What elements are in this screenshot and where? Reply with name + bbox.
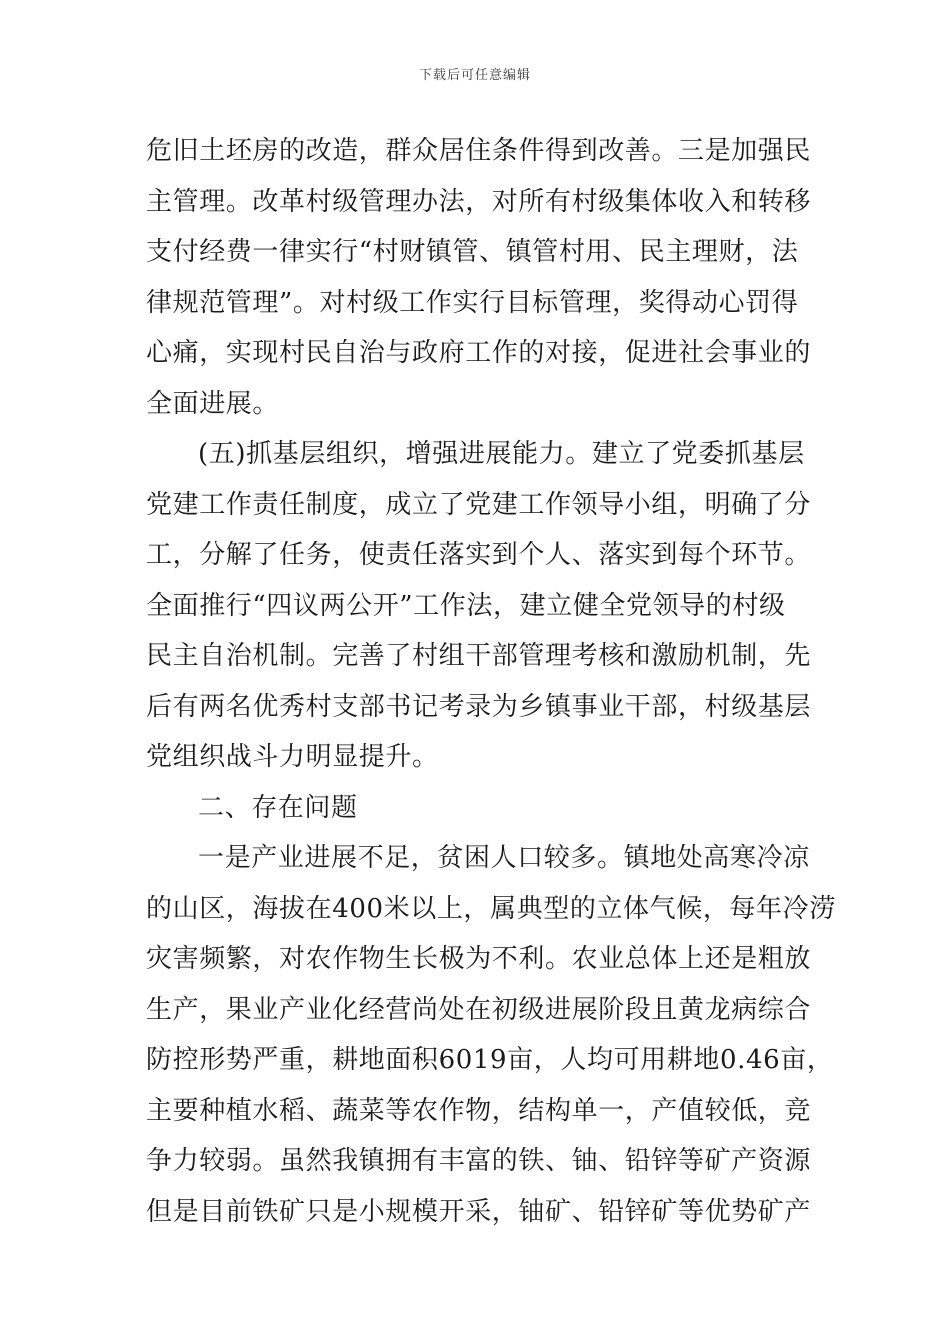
text-line-9: 工，分解了任务，使责任落实到个人、落实到每个环节。 (146, 540, 812, 570)
text-line-8: 党建工作责任制度，成立了党建工作领导小组，明确了分 (146, 489, 812, 520)
text-line-16: 的山区，海拔在400米以上，属典型的立体气候，每年冷涝 (146, 893, 836, 924)
text-line-3: 支付经费一律实行“村财镇管、镇管村用、民主理财，法 (146, 237, 799, 267)
text-line-19: 防控形势严重，耕地面积6019亩，人均可用耕地0.46亩， (146, 1045, 834, 1075)
text-line-5: 心痛，实现村民自治与政府工作的对接，促进社会事业的 (146, 338, 812, 368)
section-heading-problems: 二、存在问题 (198, 792, 358, 823)
page-header-note: 下载后可任意编辑 (418, 68, 531, 83)
text-line-18: 生产，果业产业化经营尚处在初级进展阶段且黄龙病综合 (146, 994, 812, 1025)
text-line-20: 主要种植水稻、蔬菜等农作物，结构单一，产值较低，竞 (146, 1095, 812, 1126)
text-line-11: 民主自治机制。完善了村组干部管理考核和激励机制，先 (146, 641, 812, 671)
text-line-13: 党组织战斗力明显提升。 (146, 742, 439, 772)
text-line-21: 争力较弱。虽然我镇拥有丰富的铁、铀、铅锌等矿产资源 (146, 1146, 812, 1176)
text-line-4: 律规范管理”。对村级工作实行目标管理，奖得动心罚得 (146, 287, 799, 318)
text-line-17: 灾害频繁，对农作物生长极为不利。农业总体上还是粗放 (146, 944, 812, 974)
text-line-1: 危旧土坯房的改造，群众居住条件得到改善。三是加强民 (146, 136, 812, 166)
text-line-2: 主管理。改革村级管理办法，对所有村级集体收入和转移 (146, 186, 812, 217)
text-line-6: 全面进展。 (146, 388, 280, 419)
paragraph-start-section-five: (五)抓基层组织，增强进展能力。建立了党委抓基层 (198, 439, 805, 469)
text-line-12: 后有两名优秀村支部书记考录为乡镇事业干部，村级基层 (146, 691, 812, 722)
text-line-10: 全面推行“四议两公开”工作法，建立健全党领导的村级 (146, 590, 786, 621)
document-body (146, 126, 836, 1237)
text-line-22: 但是目前铁矿只是小规模开采，铀矿、铅锌矿等优势矿产 (146, 1196, 812, 1227)
paragraph-start-problem-one: 一是产业进展不足，贫困人口较多。镇地处高寒冷凉 (198, 843, 810, 873)
